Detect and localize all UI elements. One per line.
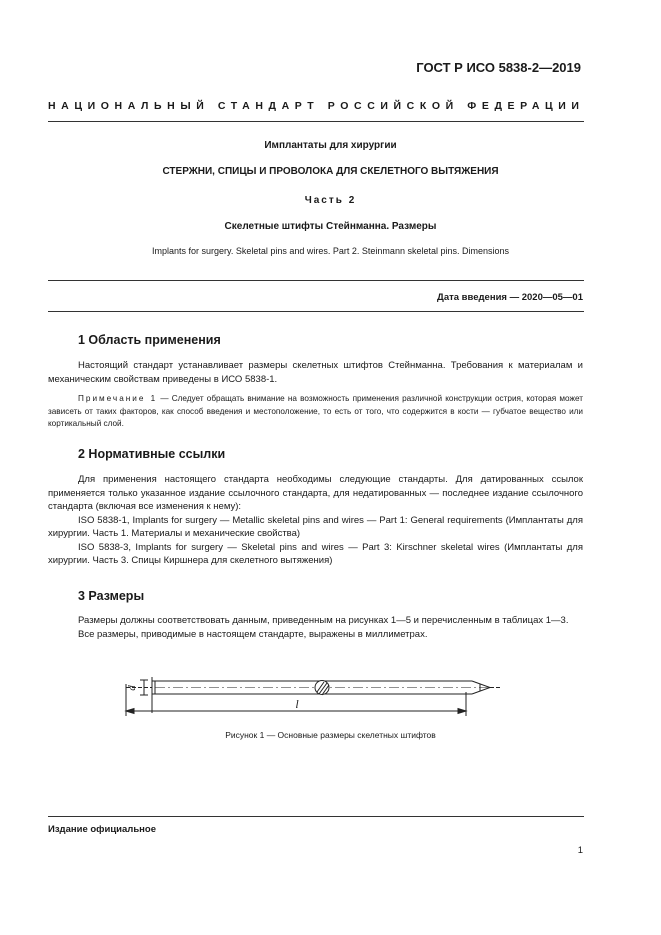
- section-2-heading: 2 Нормативные ссылки: [78, 447, 226, 461]
- section-1-text: Настоящий стандарт устанавливает размеры скелетных штифтов Стейнманна. Требования к материалам и механическим свойствам приведены в ИСО 5838-1.: [48, 360, 583, 385]
- label-l: l: [295, 697, 299, 711]
- figure-caption: Рисунок 1 — Основные размеры скелетных штифтов: [225, 730, 436, 740]
- section-1-heading: 1 Область применения: [78, 333, 221, 347]
- title-part: Часть 2: [304, 195, 357, 206]
- national-standard-title: НАЦИОНАЛЬНЫЙ СТАНДАРТ РОССИЙСКОЙ ФЕДЕРАЦИИ: [48, 100, 585, 112]
- title-line-2: СТЕРЖНИ, СПИЦЫ И ПРОВОЛОКА ДЛЯ СКЕЛЕТНОГО ВЫТЯЖЕНИЯ: [162, 166, 499, 177]
- note-label: Примечание 1: [78, 394, 158, 403]
- title-subtitle: Скелетные штифты Стейнманна. Размеры: [224, 221, 437, 232]
- effective-date: Дата введения — 2020—05—01: [437, 292, 583, 303]
- page-number: 1: [577, 845, 583, 856]
- reference-1: ISO 5838-1, Implants for surgery — Metallic skeletal pins and wires — Part 1: General requirements (Имплантаты для хирургии. Часть 1. Материалы и механические свойства): [48, 514, 583, 539]
- section-3-text: Размеры должны соответствовать данным, приведенным на рисунках 1—5 и перечисленным в таблицах 1—3. Все размеры, приводимые в настоящем стандарте, выражены в миллиметрах.: [78, 615, 569, 640]
- edition-label: Издание официальное: [48, 824, 156, 835]
- section-2-text: Для применения настоящего стандарта необходимы следующие стандарты. Для датированных ссылок применяется только указанное издание ссылочного стандарта, для недатированных — последнее издание ссылочного стандарта (включая все изменения к нему): ISO 5838-1, Implants for surgery — Metallic skeletal pins and wires — Part 1: General requirements (Имплантаты для хирургии. Часть 1. Материалы и механические свойства) ISO 5838-3, Implants for surgery — Skeletal pins and wires — Part 3: Kirschner skeletal wires (Имплантаты для хирургии. Часть 3. Спицы Киршнера для скелетного вытяжения): [48, 474, 583, 566]
- reference-2: ISO 5838-3, Implants for surgery — Skeletal pins and wires — Part 3: Kirschner skeletal wires (Имплантаты для хирургии. Часть 3. Спицы Киршнера для скелетного вытяжения): [48, 541, 583, 566]
- section-mark: [315, 681, 329, 696]
- note-text: — Следует обращать внимание на возможность применения различной конструкции острия, которая может зависеть от таких факторов, как способ введения и местоположение, то есть от того, что содержится в кости — губчатое вещество или кортикальный слой.: [48, 394, 583, 428]
- title-english: Implants for surgery. Skeletal pins and wires. Part 2. Steinmann skeletal pins. Dimensions: [152, 246, 509, 256]
- section-3-heading: 3 Размеры: [78, 589, 145, 603]
- footer-rule: [48, 816, 584, 817]
- title-line-1: Имплантаты для хирургии: [264, 140, 397, 151]
- standard-number: ГОСТ Р ИСО 5838-2—2019: [416, 60, 581, 75]
- label-d: d: [126, 685, 138, 691]
